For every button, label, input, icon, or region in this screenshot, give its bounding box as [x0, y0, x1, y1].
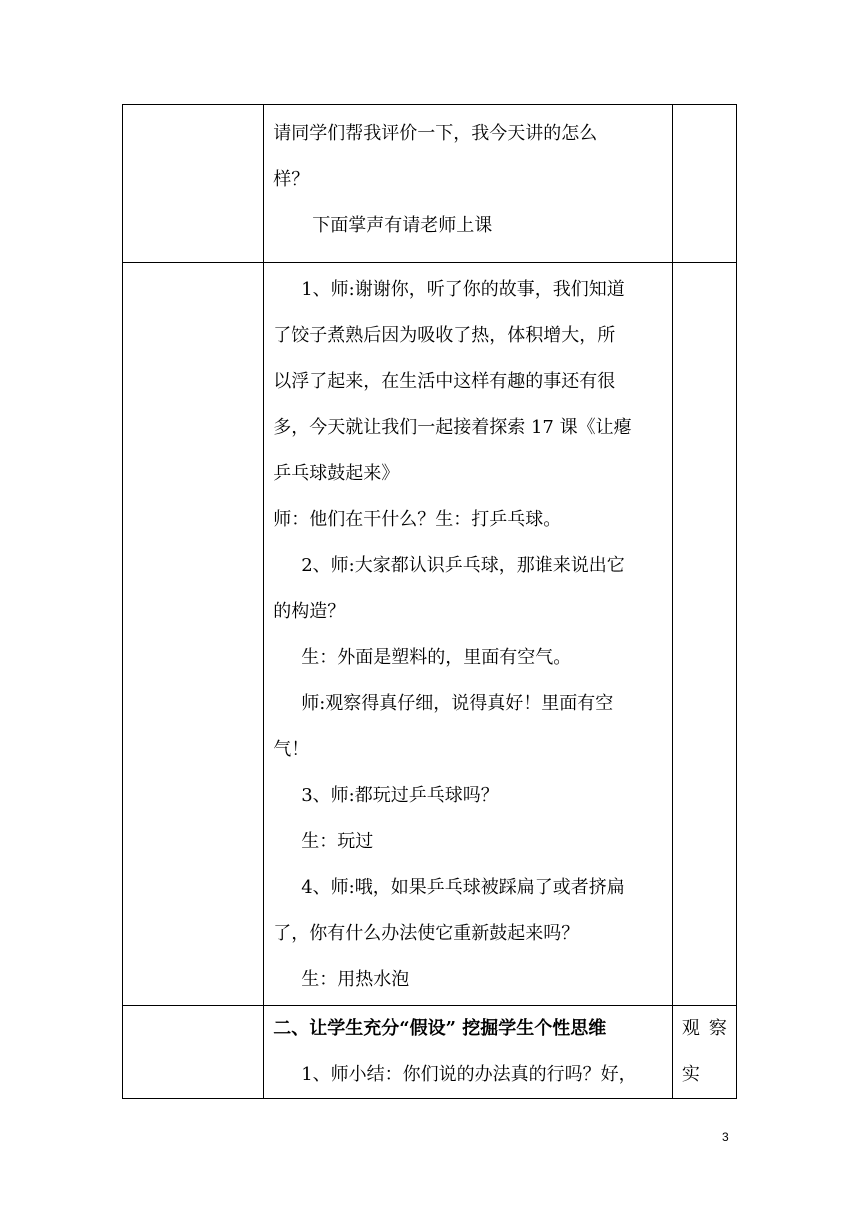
text-line: 生：用热水泡: [301, 969, 410, 990]
text-line: 生：玩过: [301, 831, 374, 852]
left-cell: [123, 105, 264, 263]
text-line: 1、师小结：你们说的办法真的行吗？好，: [301, 1064, 637, 1085]
text-line: 乒乓球鼓起来》: [273, 463, 400, 484]
text-line: 4、师:哦，如果乒乓球被踩扁了或者挤扁: [301, 877, 625, 898]
content-cell: [264, 1006, 673, 1099]
text-line: 气！: [273, 739, 310, 760]
left-cell: [123, 1006, 264, 1099]
content-cell: [264, 263, 673, 1006]
right-cell: [672, 105, 736, 263]
right-cell: [672, 1006, 736, 1099]
section-heading: 二、让学生充分“假设” 挖掘学生个性思维: [273, 1018, 607, 1039]
text-line: 的构造？: [273, 601, 346, 622]
text-line: 生：外面是塑料的，里面有空气。: [301, 647, 572, 668]
text-line: 多，今天就让我们一起接着探索 17 课《让瘪: [273, 417, 632, 438]
text-line: 3、师:都玩过乒乓球吗？: [301, 785, 499, 806]
text-line: 师:观察得真仔细，说得真好！里面有空: [301, 693, 614, 714]
right-cell: [672, 263, 736, 1006]
text-line: 了，你有什么办法使它重新鼓起来吗？: [273, 923, 580, 944]
text-line: 2、师:大家都认识乒乓球，那谁来说出它: [301, 555, 625, 576]
text-line: 样？: [273, 169, 310, 190]
table-row: [123, 263, 737, 1006]
left-cell: [123, 263, 264, 1006]
content-cell: [264, 105, 673, 263]
page-number: 3: [722, 1130, 729, 1144]
table-row: [123, 1006, 737, 1099]
text-line: 实: [681, 1064, 700, 1085]
table-row: [123, 105, 737, 263]
text-line: 以浮了起来，在生活中这样有趣的事还有很: [273, 371, 616, 392]
text-line: 1、师:谢谢你，听了你的故事，我们知道: [301, 279, 625, 300]
text-line: 下面掌声有请老师上课: [312, 215, 493, 236]
lesson-plan-table: [122, 104, 737, 1099]
text-line: 观察: [681, 1018, 736, 1039]
text-line: 了饺子煮熟后因为吸收了热，体积增大，所: [273, 325, 616, 346]
text-line: 师：他们在干什么？生：打乒乓球。: [273, 509, 562, 530]
text-line: 请同学们帮我评价一下，我今天讲的怎么: [273, 123, 598, 144]
